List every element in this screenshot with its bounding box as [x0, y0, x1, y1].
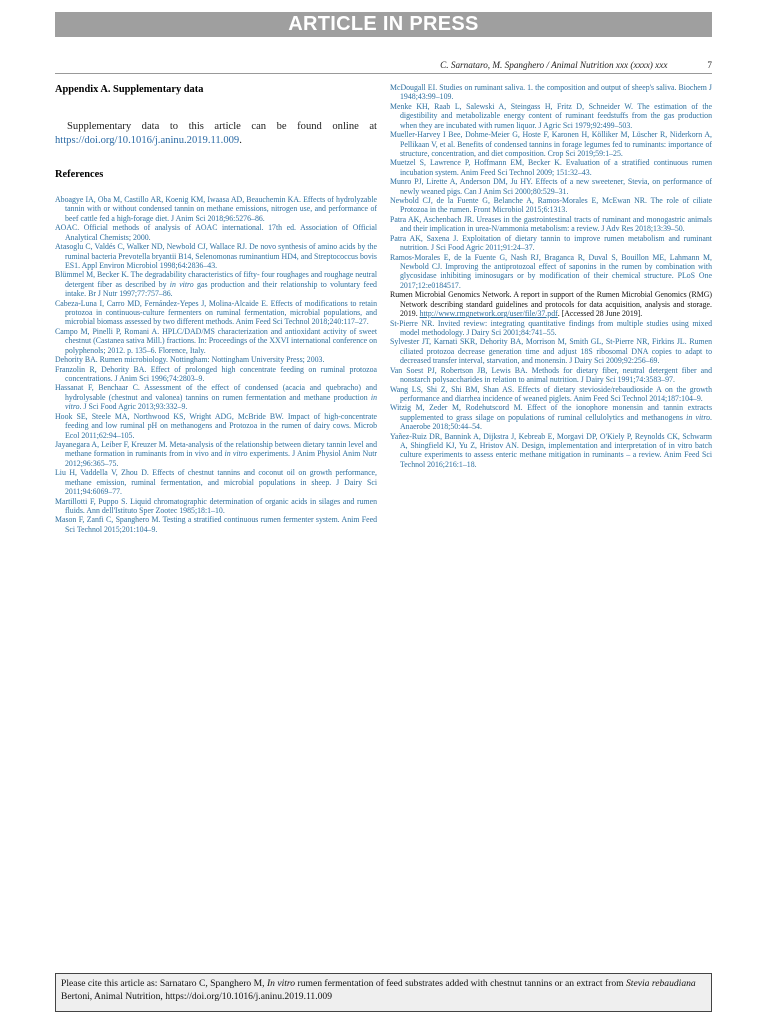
reference-text: Newbold CJ, de la Fuente G, Belanche A, Ramos-Morales E, McEwan NR. The role of ciliate Protozoa in the rumen. Front Microbiol 2015;6:1313.	[390, 196, 712, 215]
reference-text: Campo M, Pinelli P, Romani A. HPLC/DAD/MS characterization and antioxidant activity of sweet chestnut (Castanea sativa Mill.) fractions. In: Proceedings of the XXVI international conference on polyphenols; 2012. p. 135–6. Florence, Italy.	[55, 326, 377, 355]
reference-text: Aboagye IA, Oba M, Castillo AR, Koenig KM, Iwaasa AD, Beauchemin KA. Effects of hydrolyzable tannin with or without condensed tannin on methane emissions, nitrogen use, and performance of beef cattle fed a high-forage diet. J Anim Sci 2018;96:5276–86.	[55, 195, 377, 223]
reference-text-end: gas production and their relationship to voluntary feed intake. Br J Nutr 1997;77:757–86.	[65, 279, 377, 299]
reference-entry[interactable]	[55, 383, 377, 411]
reference-entry[interactable]	[55, 497, 377, 516]
reference-text: Dehority BA. Rumen microbiology. Nottingham: Nottingham University Press; 2003.	[55, 355, 325, 365]
reference-entry[interactable]	[390, 432, 712, 470]
reference-list-left	[55, 195, 377, 534]
reference-url-link[interactable]: http://www.rmgnetwork.org/user/file/37.pdf	[419, 309, 558, 319]
reference-italic: in vitro	[686, 412, 711, 422]
reference-text: Mueller-Harvey I Bee, Dohme-Meier G, Hoste F, Karonen H, Kölliker M, Lüscher R, Niderkorn A, Pellikaan V, et al. Benefits of condensed tannins in forage legumes fed to ruminants: importance of structure, concentration, and diet composition. Crop Sci 2019;59:1–25.	[390, 130, 712, 158]
reference-text: Jayanegara A, Leiber F, Kreuzer M. Meta-analysis of the relationship between dietary tannin level and methane formation in ruminants from in vivo and	[55, 439, 377, 459]
reference-entry[interactable]	[390, 177, 712, 196]
supplementary-end: .	[239, 135, 242, 146]
reference-text: AOAC. Official methods of analysis of AOAC international. 17th ed. Association of Official Analytical Chemists; 2000.	[55, 223, 377, 242]
reference-text: Munro PJ, Lirette A, Anderson DM, Ju HY. Effects of a new sweetener, Stevia, on performance of newly weaned pigs. Can J Anim Sci 2000;80:529–31.	[390, 177, 712, 196]
reference-text: Cabeza-Luna I, Carro MD, Fernández-Yepes J, Molina-Alcaide E. Effects of modifications to retain protozoa in continuous-culture fermenters on ruminal fermentation, microbial populations, and microbial biomass assessed by two different methods. Anim Feed Sci Technol 2018;240:117–27.	[55, 298, 377, 327]
reference-entry[interactable]	[390, 319, 712, 338]
reference-entry[interactable]	[390, 215, 712, 234]
reference-entry[interactable]	[55, 223, 377, 242]
reference-text: Atasoglu C, Valdés C, Walker ND, Newbold CJ, Wallace RJ. De novo synthesis of amino acids by the ruminal bacteria Prevotella bryantii B14, Selenomonas ruminantium HD4, and Streptococcus bovis ES1. Appl Environ Microbiol 1998;64:2836–43.	[55, 242, 377, 270]
reference-entry[interactable]	[55, 515, 377, 534]
reference-text: Patra AK, Aschenbach JR. Ureases in the gastrointestinal tracts of ruminant and monogastric animals and their implication in urea-N/ammonia metabolism: a review. J Adv Res 2018;13:39–50.	[390, 214, 712, 234]
reference-text: Franzolin R, Dehority BA. Effect of prolonged high concentrate feeding on ruminal protozoa concentrations. J Anim Sci 1996;74:2803–9.	[55, 364, 377, 384]
reference-text: Sylvester JT, Karnati SKR, Dehority BA, Morrison M, Smith GL, St-Pierre NR, Firkins JL. Rumen ciliated protozoa decrease generation time and adjust 18S ribosomal DNA copies to adapt to decreased transfer interval, starvation, and monensin. J Dairy Sci 2009;92:256–69.	[390, 337, 712, 366]
supplementary-doi-link[interactable]: https://doi.org/10.1016/j.aninu.2019.11.009	[55, 135, 240, 146]
reference-italic: in vitro	[169, 279, 194, 289]
reference-italic: in vitro	[65, 392, 377, 412]
right-column	[390, 83, 712, 469]
reference-entry[interactable]	[390, 403, 712, 431]
citation-text-2: rumen fermentation of feed substrates added with chestnut tannins or an extract from	[295, 978, 626, 989]
reference-entry[interactable]	[390, 158, 712, 177]
reference-entry[interactable]	[390, 337, 712, 365]
reference-entry[interactable]	[55, 365, 377, 384]
reference-text: Martillotti F, Puppo S. Liquid chromatographic determination of organic acids in silages and rumen fluids. Ann dell'Istituto Sper Zootec 1985;18:1–10.	[55, 496, 377, 515]
reference-text: Blümmel M, Becker K. The degradability characteristics of fifty- four roughages and roughage neutral detergent fiber as described by	[55, 270, 377, 289]
reference-entry[interactable]	[390, 83, 712, 102]
reference-entry[interactable]	[55, 195, 377, 223]
reference-list-right	[390, 83, 712, 469]
left-column	[55, 83, 377, 534]
citation-italic-stevia: Stevia rebaudiana	[626, 978, 696, 989]
reference-text: Hassanat F, Benchaar C. Assessment of the effect of condensed (acacia and quebracho) and hydrolysable (chestnut and valonea) tannins on rumen fermentation and methane production	[55, 383, 377, 402]
reference-text: McDougall EI. Studies on ruminant saliva. 1. the composition and output of sheep's saliva. Biochem J 1948;43:99–109.	[390, 83, 712, 102]
reference-italic: in vitro	[224, 449, 248, 459]
reference-text: Patra AK, Saxena J. Exploitation of dietary tannin to improve rumen metabolism and ruminant nutrition. J Sci Food Agric 2011;91:24–37.	[390, 233, 712, 253]
reference-text: Menke KH, Raab L, Salewski A, Steingass H, Fritz D, Schneider W. The estimation of the digestibility and metabolizable energy content of ruminant feedstuffs from the gas production when they are incubated with rumen liquor. J Agric Sci 1979;92:499–503.	[390, 101, 712, 130]
reference-text: Muetzel S, Lawrence P, Hoffmann EM, Becker K. Evaluation of a stratified continuous rumen incubation system. Anim Feed Sci Technol 2009; 151:32–43.	[390, 158, 712, 177]
reference-text-end: . J Sci Food Agric 2013;93:332–9.	[79, 402, 188, 412]
reference-text: Ramos-Morales E, de la Fuente G, Nash RJ, Braganca R, Duval S, Bouillon ME, Lahmann M, Newbold CJ. Improving the antiprotozoal effect of saponins in the rumen by combination with glycosidase inhibiting iminosugars or by modification of their chemical structure. PLoS One 2017;12:e0184517.	[390, 252, 712, 290]
reference-entry[interactable]	[390, 102, 712, 130]
references-heading: References	[55, 169, 104, 180]
reference-entry[interactable]	[55, 412, 377, 440]
appendix-heading: Appendix A. Supplementary data	[55, 84, 204, 95]
reference-text: Van Soest PJ, Robertson JB, Lewis BA. Methods for dietary fiber, neutral detergent fiber and nonstarch polysaccharides in relation to animal nutrition. J Dairy Sci 1991;74:3583–97.	[390, 365, 712, 385]
citation-footer	[55, 973, 712, 1012]
running-head	[55, 60, 712, 70]
reference-text: Witzig M, Zeder M, Rodehutscord M. Effect of the ionophore monensin and tannin extracts supplemented to grass silage on populations of ruminal cellulolytics and methanogens	[390, 403, 712, 422]
reference-text: Wang LS, Shi Z, Shi BM, Shan AS. Effects of dietary stevioside/rebaudioside A on the growth performance and diarrhea incidence of weaned piglets. Anim Feed Sci Technol 2014;187:104–9.	[390, 384, 712, 403]
reference-entry[interactable]	[55, 242, 377, 270]
reference-text: Hook SE, Steele MA, Northwood KS, Wright ADG, McBride BW. Impact of high-concentrate feeding and low ruminal pH on methanogens and Protozoa in the rumen of dairy cows. Microb Ecol 2011;62:94–105.	[55, 411, 377, 440]
reference-entry[interactable]	[55, 355, 377, 364]
reference-text: Yañez-Ruiz DR, Bannink A, Dijkstra J, Kebreab E, Morgavi DP, O'Kiely P, Reynolds CK, Schwarm A, Shingfield KJ, Yu Z, Hristov AN. Design, implementation and interpretation of in vitro batch culture experiments to assess enteric methane mitigation in ruminants – a review. Anim Feed Sci Technol 2016;216:1–18.	[390, 431, 712, 469]
article-in-press-banner: ARTICLE IN PRESS	[55, 12, 712, 37]
reference-entry[interactable]	[55, 327, 377, 355]
reference-text: Mason F, Zanfi C, Spanghero M. Testing a stratified continuous rumen fermenter system. Anim Feed Sci Technol 2015;201:104–9.	[55, 515, 377, 534]
citation-italic-in-vitro: In vitro	[266, 978, 296, 989]
reference-entry[interactable]	[390, 366, 712, 385]
reference-entry[interactable]	[390, 234, 712, 253]
supplementary-sentence: Supplementary data to this article can be found online at	[67, 121, 377, 132]
reference-entry[interactable]	[390, 385, 712, 404]
reference-text: Liu H, Vaddella V, Zhou D. Effects of chestnut tannins and coconut oil on growth performance, methane emission, ruminal fermentation, and microbial populations in sheep. J Dairy Sci 2011;94:6069–77.	[55, 468, 377, 497]
reference-text-end: experiments. J Anim Physiol Anim Nutr 2012;96:365–75.	[65, 449, 377, 468]
reference-entry[interactable]	[55, 270, 377, 298]
reference-entry[interactable]	[390, 290, 712, 318]
header-rule	[55, 73, 712, 74]
citation-text-1: Please cite this article as: Sarnataro C, Spanghero M,	[61, 978, 267, 989]
reference-entry[interactable]	[55, 468, 377, 496]
supplementary-text	[55, 120, 377, 148]
reference-text-end: . Anaerobe 2018;50:44–54.	[400, 412, 712, 432]
reference-entry[interactable]	[55, 299, 377, 327]
page-number: 7	[707, 60, 712, 70]
reference-text-end: . [Accessed 28 June 2019].	[557, 309, 643, 319]
citation-text-3: Bertoni, Animal Nutrition, https://doi.org/10.1016/j.aninu.2019.11.009	[61, 991, 333, 1002]
running-head-authors: C. Sarnataro, M. Spanghero / Animal Nutrition xxx (xxxx) xxx	[440, 60, 668, 70]
reference-entry[interactable]	[55, 440, 377, 468]
reference-entry[interactable]	[390, 196, 712, 215]
reference-entry[interactable]	[390, 253, 712, 291]
reference-text: Rumen Microbial Genomics Network. A report in support of the Rumen Microbial Genomics (RMG) Network describing standard guidelines and protocols for data acquisition, analysis and storage. 2019.	[390, 290, 712, 319]
reference-text: St-Pierre NR. Invited review: integrating quantitative findings from multiple studies using mixed model methodology. J Dairy Sci 2001;84:741–55.	[390, 318, 712, 337]
reference-entry[interactable]	[390, 130, 712, 158]
